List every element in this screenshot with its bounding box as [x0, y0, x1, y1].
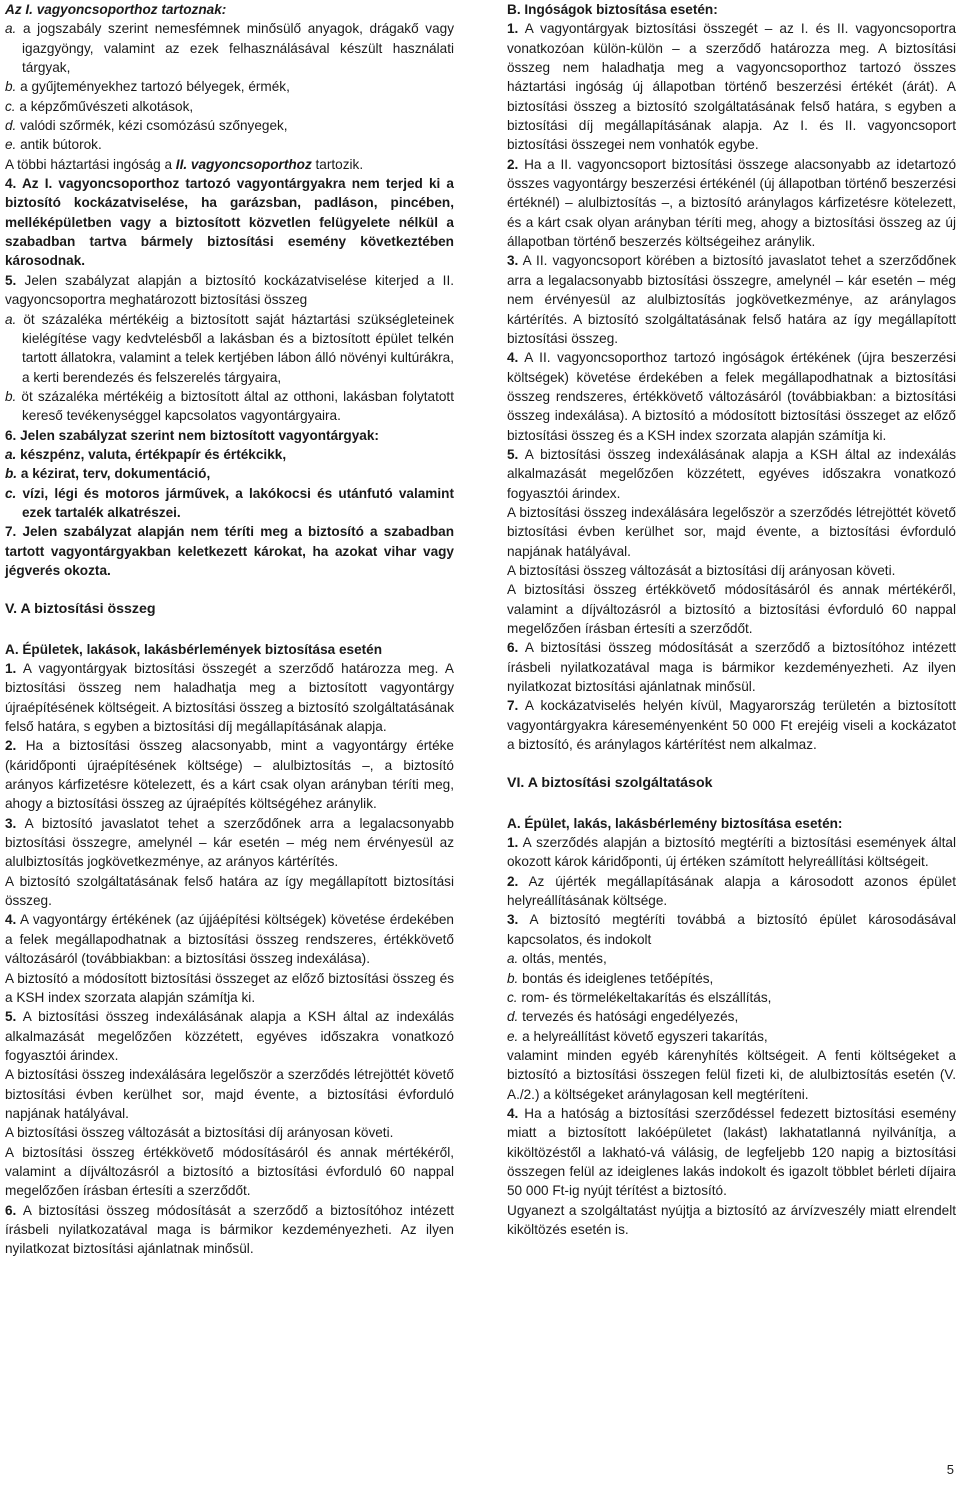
- emphasis: II. vagyoncsoporthoz: [175, 156, 312, 172]
- paragraph-text: A szerződés alapján a biztosító megtéríti a biztosítási események által okozott károk káridőponti, új értéken számított helyreállítási költségeit.: [507, 835, 956, 870]
- list-marker: c.: [5, 98, 16, 114]
- paragraph: A biztosítási összeg értékkövető módosításáról és annak mértékéről, valamint a díjváltozásról a biztosító a biztosítási évforduló 60 nappal megelőzően írásban értesíti a szerződőt.: [507, 582, 956, 636]
- numbered-paragraph: [507, 910, 956, 949]
- paragraph-text: Ha a II. vagyoncsoport biztosítási összege alacsonyabb az idetartozó összes vagyontárgy beszerzési értékénél (új állapotban történő beszerzési értéknél) – alulbiztosítás –, a biztosító aránylagos kárfizetésre kötelezett, és a kárt csak olyan arányban téríti meg, ahogy a biztosítási összeg az új állapotban történő beszerzés költségeihez aránylik.: [507, 156, 957, 250]
- numbered-paragraph: [5, 814, 454, 872]
- section-heading: V. A biztosítási összeg: [5, 601, 156, 618]
- paragraph-number: 2.: [5, 738, 17, 754]
- paragraph-number: 1.: [5, 661, 17, 676]
- list-item: [5, 310, 454, 387]
- paragraph: A biztosító szolgáltatásának felső határa az így megállapított biztosítási összeg.: [5, 873, 454, 909]
- list-marker: a.: [5, 446, 17, 462]
- paragraph-text: Az I. vagyoncsoporthoz tartozó vagyontárgyakra nem terjed ki a biztosító kockázatviselése, ha garázsban, padláson, pincében, melléképületben vagy a biztosított közvetlen felügyelete nélkül a szabadban tartva bármely biztosítási esemény következtében károsodnak.: [5, 176, 454, 269]
- paragraph-text: Jelen szabályzat alapján a biztosító kockázatviselése kiterjed a II. vagyoncsoportra meghatározott biztosítási összeg: [5, 272, 455, 308]
- numbered-paragraph: [507, 19, 956, 154]
- numbered-paragraph: [5, 1201, 454, 1259]
- list-marker: c.: [5, 485, 17, 501]
- numbered-paragraph: [507, 445, 956, 503]
- paragraph-number: 5.: [5, 1009, 17, 1025]
- numbered-paragraph: [507, 696, 956, 754]
- list-item-text: bontás és ideiglenes tetőépítés,: [522, 970, 714, 986]
- list-item-text: valódi szőrmék, kézi csomózású szőnyegek,: [20, 118, 288, 134]
- paragraph-number: 4.: [5, 176, 17, 192]
- paragraph-text: Ha a hatóság a biztosítási szerződéssel fedezett biztosítási esemény miatt a biztosított lakóépületet (lakást) lakhatatlanná nyilvánítja, a kiköltözéstől a lakható-vá válásig, de legfeljebb 120 napig a biztosítási összegen felül az ideiglenes lakás indokolt és igazolt többlet bérleti díjaira 50 000 Ft-ig nyújt térítést a biztosító.: [507, 1105, 956, 1199]
- numbered-paragraph: [5, 174, 454, 271]
- list-item-text: antik bútorok.: [20, 137, 102, 153]
- numbered-paragraph: [507, 872, 956, 911]
- numbered-paragraph: [507, 833, 956, 872]
- paragraph-text: A vagyontárgy értékének (az újjáépítési költségek) követése érdekében a felek megállapodhatnak a biztosítási összeg rendszeres, értékkövető változásáról (továbbiakban: a biztosítási összeg indexálása).: [5, 912, 454, 967]
- numbered-paragraph: [507, 638, 956, 696]
- list-item-text: rom- és törmelékeltakarítás és elszállítás,: [521, 989, 772, 1005]
- paragraph: A biztosítási összeg változását a biztosítási díj arányosan követi.: [507, 562, 896, 578]
- paragraph-text: tartozik.: [311, 156, 364, 172]
- numbered-paragraph: [5, 271, 454, 310]
- paragraph-number: 7.: [507, 698, 519, 714]
- paragraph: A biztosítási összeg változását a biztosítási díj arányosan követi.: [5, 1125, 394, 1141]
- paragraph-number: 4.: [507, 350, 519, 366]
- paragraph-number: 3.: [507, 253, 519, 269]
- list-item-text: a képzőművészeti alkotások,: [19, 98, 194, 114]
- list-item-text: oltás, mentés,: [522, 951, 607, 967]
- subsection-heading: B. Ingóságok biztosítása esetén:: [507, 2, 718, 17]
- numbered-paragraph: [5, 1007, 454, 1065]
- list-item: [507, 969, 956, 988]
- paragraph-text: A biztosító megtéríti továbbá a biztosító épület károsodásával kapcsolatos, és indokolt: [507, 912, 956, 947]
- paragraph: A biztosítási összeg értékkövető módosításáról és annak mértékéről, valamint a díjváltozásról a biztosító a biztosítási évforduló 60 nappal megelőzően írásban értesíti a szerződőt.: [5, 1144, 454, 1199]
- paragraph: Ugyanezt a szolgáltatást nyújtja a biztosító az árvízveszély miatt elrendelt kiköltözés esetén is.: [507, 1202, 956, 1237]
- list-item-text: vízi, légi és motoros járművek, a lakókocsi és utánfutó valamint ezek tartalék alkatrészei.: [22, 485, 455, 520]
- list-item: [5, 19, 454, 77]
- paragraph-text: Az újérték megállapításának alapja a károsodott azonos épület helyreállításának költsége.: [507, 873, 956, 909]
- numbered-paragraph: [5, 736, 454, 813]
- spacer: [5, 580, 454, 600]
- paragraph-text: A biztosítási összeg módosítását a szerződő a biztosítóhoz intézett írásbeli nyilatkozatával maga is bármikor kezdeményezheti. Az ilyen nyilatkozat biztosítási ajánlatnak minősül.: [507, 640, 956, 695]
- group-heading: Az I. vagyoncsoporthoz tartoznak:: [5, 2, 227, 17]
- list-marker: a.: [5, 21, 17, 37]
- paragraph-number: 3.: [507, 912, 519, 928]
- paragraph-text: Jelen szabályzat alapján nem téríti meg a biztosító a szabadban tartott vagyontárgyakban keletkezett károkat, ha azokat vihar vagy jégverés okozta.: [5, 524, 455, 578]
- list-marker: a.: [5, 311, 17, 327]
- spacer: [5, 620, 454, 640]
- paragraph-text: Jelen szabályzat szerint nem biztosított vagyontárgyak:: [20, 427, 379, 443]
- paragraph-number: 6.: [5, 427, 17, 443]
- paragraph-number: 6.: [5, 1202, 17, 1218]
- list-item: [5, 445, 454, 464]
- list-item: [5, 387, 454, 426]
- list-marker: b.: [5, 466, 18, 482]
- paragraph-text: A II. vagyoncsoport körében a biztosító javaslatot tehet a szerződőnek arra a legalacsonyabb biztosítási összegre, amelynél – kár esetén – még nem érvényesül az alulbiztosítás jogkövetkezménye, az aránylagos kártérítés. A biztosító szolgáltatásának felső határa az így megállapított biztosítási összeg.: [507, 253, 956, 346]
- list-item-text: öt százaléka mértékéig a biztosított által az otthoni, lakásban folytatott kereső tevékenységgel kapcsolatos vagyontárgyaira.: [21, 388, 454, 424]
- list-item: [507, 1027, 956, 1046]
- list-item: [507, 949, 956, 968]
- paragraph-number: 1.: [507, 835, 519, 851]
- left-column: [5, 0, 454, 1259]
- list-item: [507, 988, 956, 1007]
- paragraph-number: 5.: [5, 272, 17, 288]
- list-item: [5, 484, 454, 523]
- paragraph-number: 4.: [5, 912, 17, 928]
- list-marker: d.: [5, 118, 17, 134]
- list-item: [507, 1007, 956, 1026]
- paragraph-number: 6.: [507, 640, 519, 656]
- list-item-text: a jogszabály szerint nemesfémnek minősülő anyagok, drágakő vagy igazgyöngy, valamint az ezek felhasználásával készült használati tárgyak,: [22, 21, 455, 76]
- paragraph: A biztosító a módosított biztosítási összeget az előző biztosítási összeg és a KSH index szorzata alapján számítja ki.: [5, 970, 454, 1005]
- paragraph-text: A biztosítási összeg indexálásának alapja a KSH által az indexálás alkalmazását megelőzően közzétett, egyéves időszakra vonatkozó fogyasztói árindex.: [5, 1009, 454, 1063]
- list-marker: d.: [507, 1009, 519, 1025]
- paragraph-text: A II. vagyoncsoporthoz tartozó ingóságok értékének (újra beszerzési költségek) követése érdekében a felek megállapodhatnak a biztosítási összeg rendszeres, értékkövető változásáról (továbbiakban: a biztosítási összeg indexálása). A biztosító a módosított biztosítási összeget az előző biztosítási összeg és a KSH index szorzata alapján számítja ki.: [507, 350, 956, 443]
- paragraph-number: 2.: [507, 873, 519, 889]
- paragraph: valamint minden egyéb kárenyhítés költségeit. A fenti költségeket a biztosító a biztosítási összegen felül fizeti ki, de alulbiztosítás esetén (V. A./2.) a költségeket aránylagosan kell megtéríteni.: [507, 1047, 956, 1102]
- list-marker: b.: [507, 970, 519, 986]
- paragraph: A biztosítási összeg indexálására legelőször a szerződés létrejöttét követő biztosítási évben kerülhet sor, majd évente, a biztosítási évforduló napjának hatályával.: [5, 1067, 454, 1121]
- numbered-paragraph: [507, 1104, 956, 1201]
- paragraph-text: A kockázatviselés helyén kívül, Magyarország területén a biztosított vagyontárgyakra káreseményenként 50 000 Ft erejéig viseli a kockázatot a biztosító, és aránylagos kártérítést nem alkalmaz.: [507, 698, 956, 753]
- list-item: [5, 97, 454, 116]
- spacer: [507, 754, 956, 774]
- list-marker: e.: [507, 1028, 519, 1044]
- list-marker: b.: [5, 388, 17, 404]
- paragraph-number: 7.: [5, 524, 17, 540]
- list-marker: b.: [5, 79, 17, 95]
- spacer: [507, 794, 956, 814]
- page-number: 5: [946, 1462, 954, 1477]
- right-column: [507, 0, 956, 1239]
- list-marker: a.: [507, 951, 519, 967]
- numbered-paragraph: [5, 910, 454, 968]
- paragraph-number: 3.: [5, 815, 17, 831]
- list-item-text: a kézirat, terv, dokumentáció,: [20, 466, 211, 482]
- numbered-paragraph: [5, 522, 454, 580]
- paragraph-number: 2.: [507, 156, 519, 172]
- paragraph-text: A biztosító javaslatot tehet a szerződőnek arra a legalacsonyabb biztosítási összegre, amelynél – kár esetén – még nem érvényesül az alulbiztosítás jogkövetkezménye, az arányos kártérítés.: [5, 815, 454, 870]
- numbered-paragraph: [5, 426, 454, 445]
- list-item-text: tervezés és hatósági engedélyezés,: [522, 1009, 739, 1025]
- numbered-paragraph: [5, 659, 454, 736]
- list-item: [5, 116, 454, 135]
- list-item-text: a gyűjteményekhez tartozó bélyegek, érmék,: [20, 79, 290, 95]
- list-item: [5, 77, 454, 96]
- subsection-heading: A. Épületek, lakások, lakásbérlemények biztosítása esetén: [5, 641, 383, 657]
- paragraph-text: Ha a biztosítási összeg alacsonyabb, mint a vagyontárgy értéke (káridőponti újraépítésének költsége) – alulbiztosítás –, a biztosító arányos kárfizetésre kötelezett, és a kárt csak olyan arányban téríti meg, ahogy a biztosítási összeg az újraépítés költségéhez aránylik.: [5, 738, 454, 812]
- list-marker: e.: [5, 137, 17, 153]
- list-item-text: a helyreállítást követő egyszeri takarítás,: [522, 1028, 768, 1044]
- numbered-paragraph: [507, 251, 956, 348]
- section-heading: VI. A biztosítási szolgáltatások: [507, 775, 713, 792]
- list-item-text: készpénz, valuta, értékpapír és értékcikk,: [20, 446, 287, 462]
- list-marker: c.: [507, 989, 518, 1005]
- list-item: [5, 135, 454, 154]
- paragraph: A biztosítási összeg indexálására legelőször a szerződés létrejöttét követő biztosítási évben kerülhet sor, majd évente, a biztosítási évforduló napjának hatályával.: [507, 504, 956, 559]
- paragraph-number: 5.: [507, 446, 519, 462]
- paragraph-text: A vagyontárgyak biztosítási összegét – az I. és II. vagyoncsoportra vonatkozóan külön-külön – a szerződő határozza meg. A biztosítási összeg nem haladhatja meg a vagyoncsoporthoz tartozó összes háztartási ingóság új állapotban történő beszerzési értékét (árát). A biztosítási összeg a biztosító szolgáltatásának felső határa, s egyben a biztosítási díj megállapításának alapja. Az I. és II. vagyoncsoport biztosítási összegei nem vonhatók egybe.: [507, 21, 956, 153]
- list-item-text: öt százaléka mértékéig a biztosított saját háztartási szükségleteinek kielégítése vagy kedvtelésből a lakásban és a biztosított épület telkén tartott állatokra, valamint a telek kertjében lábon álló növényi kultúrákra, a kerti berendezés és felszerelés tárgyaira,: [22, 311, 454, 385]
- paragraph-text: A biztosítási összeg indexálásának alapja a KSH által az indexálás alkalmazását megelőzően közzétett, egyéves időszakra vonatkozó fogyasztói árindex.: [507, 446, 956, 501]
- paragraph-text: A többi háztartási ingóság a: [5, 156, 176, 172]
- numbered-paragraph: [507, 155, 956, 252]
- paragraph-number: 1.: [507, 21, 519, 37]
- paragraph: [5, 155, 454, 174]
- paragraph-text: A vagyontárgyak biztosítási összegét a szerződő határozza meg. A biztosítási összeg nem haladhatja meg a biztosított vagyontárgy újraépítésének költségeit. A biztosítási összeg a biztosító szolgáltatásának felső határa, s egyben a biztosítási díj megállapításának alapja.: [5, 661, 455, 735]
- subsection-heading: A. Épület, lakás, lakásbérlemény biztosítása esetén:: [507, 815, 843, 831]
- numbered-paragraph: [507, 348, 956, 445]
- list-item: [5, 464, 454, 483]
- paragraph-text: A biztosítási összeg módosítását a szerződő a biztosítóhoz intézett írásbeli nyilatkozatával maga is bármikor kezdeményezheti. Az ilyen nyilatkozat biztosítási ajánlatnak minősül.: [5, 1202, 454, 1257]
- paragraph-number: 4.: [507, 1105, 519, 1121]
